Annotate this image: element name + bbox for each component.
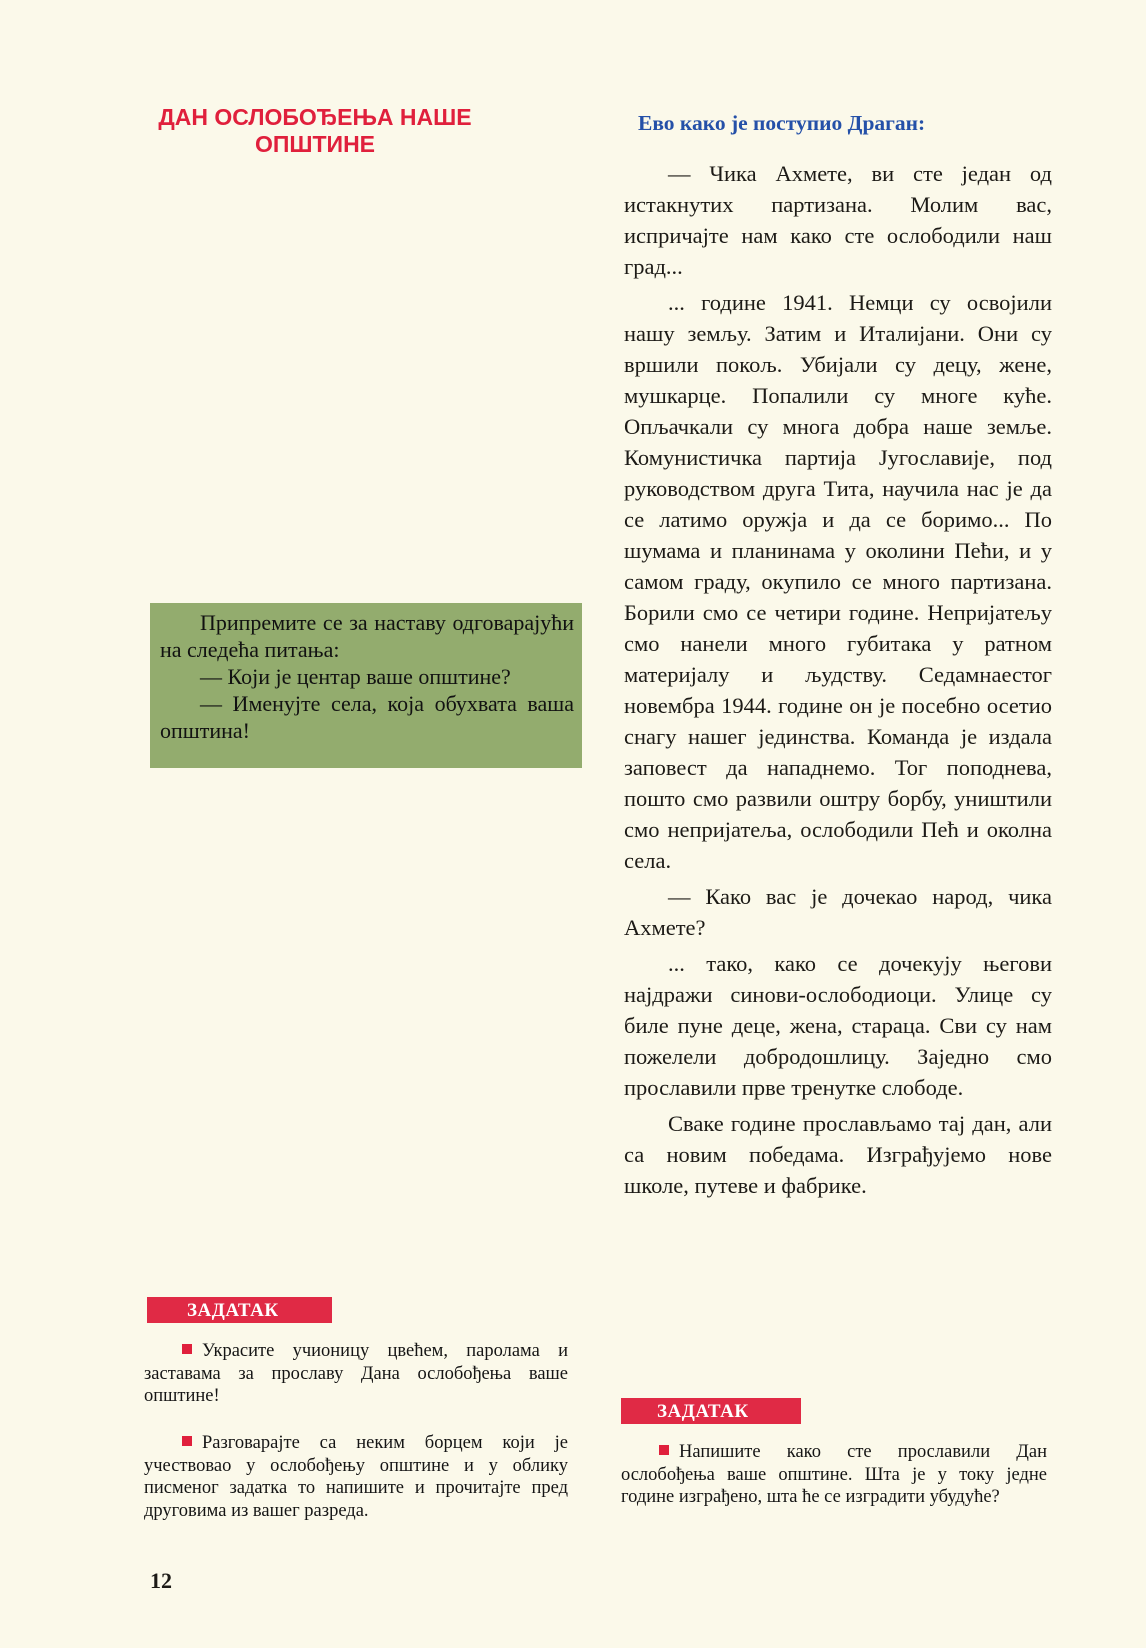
story-paragraph-1: — Чика Ахмете, ви сте један од истакнутих партизана. Молим вас, испричајте нам како сте ослободили наш град...	[624, 161, 1052, 279]
task-text-1: Украсите учионицу цвећем, паролама и заставама за прославу Дана ослобођења ваше општине!	[144, 1341, 568, 1406]
task-text-2: Разговарајте са неким борцем који је учествовао у ослобођењу општине и у облику писменог задатка то напишите и прочитајте пред друговима из вашег разреда.	[144, 1433, 568, 1521]
story-column	[624, 108, 1052, 1206]
task-text-3: Напишите како сте прославили Дан ослобођења ваше општине. Шта је у току једне године изграђено, шта ће се изградити убудуће?	[621, 1442, 1047, 1507]
red-square-bullet-icon	[182, 1344, 192, 1354]
prep-instruction: Припремите се за наставу одговарајући на следећа питања:	[160, 610, 574, 662]
story-paragraph-5: Сваке године прослављамо тај дан, али са новим победама. Изграђујемо нове школе, путеве и фабрике.	[624, 1111, 1052, 1198]
story-body	[624, 158, 1052, 1201]
page-number: 12	[150, 1568, 172, 1593]
preparation-box	[150, 603, 582, 768]
story-paragraph-3: — Како вас је дочекао народ, чика Ахмете?	[624, 884, 1052, 940]
task-item-1	[144, 1340, 568, 1408]
task-label-left: ЗАДАТАК	[147, 1297, 332, 1323]
prep-question-2: — Именујте села, која обухвата ваша општина!	[160, 691, 574, 743]
story-lead: Ево како је поступио Драган:	[638, 111, 926, 135]
red-square-bullet-icon	[182, 1436, 192, 1446]
red-square-bullet-icon	[659, 1445, 669, 1455]
story-paragraph-2: ... године 1941. Немци су освојили нашу земљу. Затим и Италијани. Они су вршили покољ. Убијали су децу, жене, мушкарце. Попалили су многе куће. Опљачкали су многа добра наше земље. Комунистичка партија Југославије, под руководством друга Тита, научила нас је да се латимо оружја и да се боримо... По шумама и планинама у околини Пећи, и у самом граду, окупило се много партизана. Борили смо се четири године. Непријатељу смо нанели много губитака у ратном материјалу и људству. Седамнаестог новембра 1944. године он је посебно осетио снагу нашег јединства. Команда је издала заповест да нападнемо. Тог поподнева, пошто смо развили оштру борбу, уништили смо непријатеља, ослободили Пећ и околна села.	[624, 290, 1052, 873]
prep-question-1: — Који је центар ваше општине?	[200, 664, 511, 689]
task-item-3	[621, 1441, 1047, 1509]
task-item-2	[144, 1432, 568, 1522]
story-paragraph-4: ... тако, како се дочекују његови најдражи синови-ослободиоци. Улице су биле пуне деце, жена, стараца. Сви су нам пожелели добродошлицу. Заједно смо прославили прве тренутке слободе.	[624, 951, 1052, 1100]
page-title: ДАН ОСЛОБОЂЕЊА НАШЕ ОПШТИНЕ	[158, 104, 472, 157]
task-label-right: ЗАДАТАК	[621, 1398, 801, 1424]
